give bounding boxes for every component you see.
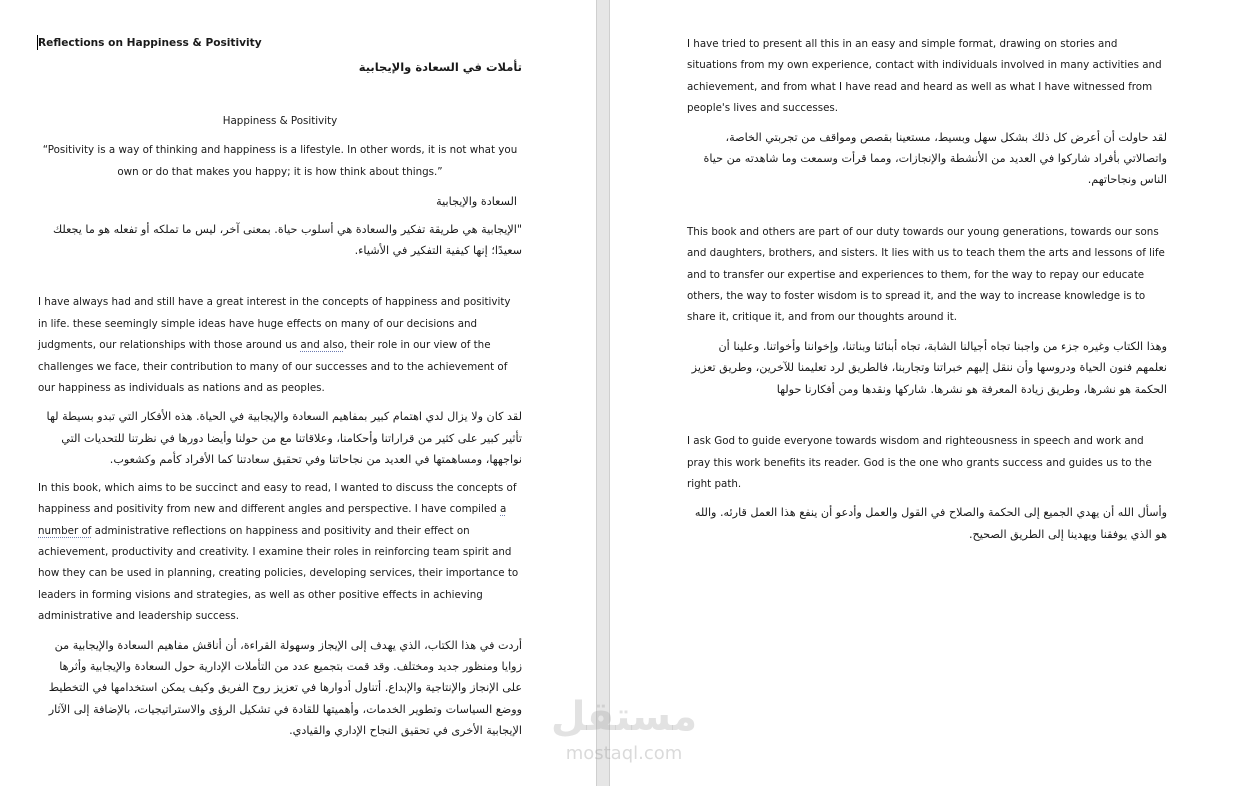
paragraph-3-ar: لقد حاولت أن أعرض كل ذلك بشكل سهل وبسيط، مستعينا بقصص ومواقف من تجربتي الخاصة، واتصالاتي بأفراد شاركوا في العديد من الأنشطة والإنجازات، ومما قرأت وسمعت وما شاهدته من حياة الناس ونجاحاتهم.: [703, 130, 1167, 187]
section-heading-ar: السعادة والإيجابية: [436, 195, 517, 209]
document-page-right[interactable]: [610, 0, 1246, 786]
document-title-en-text: Reflections on Happiness & Positivity: [38, 37, 262, 49]
paragraph-2-en-text-end: administrative reflections on happiness and positivity and their effect on achievement, productivity and creativity. I examine their roles in reinforcing team spirit and how they can be used in planning, creating policies, developing services, their importance to leaders in forming visions and strategies, as well as other positive effects in achieving administrative and leadership success.: [38, 524, 519, 623]
paragraph-3-en: I have tried to present all this in an easy and simple format, drawing on stories and situations from my own experience, contact with individuals involved in many activities and achievement, and from what I have read and heard as well as what I have witnessed from people's lives and successes.: [687, 38, 1162, 115]
page-gutter: [596, 0, 610, 786]
page-left-content: [38, 34, 522, 742]
quote-ar: "الإيجابية هي طريقة تفكير والسعادة هي أسلوب حياة. بمعنى آخر، ليس ما تملكه أو تفعله هو ما يجعلك سعيدًا؛ إنها كيفية التفكير في الأشياء.: [52, 222, 522, 258]
document-title-ar: تأملات في السعادة والإيجابية: [358, 60, 522, 74]
watermark-brand-en: mostaql.com: [565, 743, 683, 764]
paragraph-4-en: This book and others are part of our duty towards our young generations, towards our sons and daughters, brothers, and sisters. It lies with us to teach them the arts and lessons of life and to transfer our expertise and experiences to them, for the way to repay our educate others, the way to foster wisdom is to spread it, and the way to increase knowledge is to share it, critique it, and from our thoughts around it.: [687, 225, 1165, 324]
paragraph-2-ar: أردت في هذا الكتاب، الذي يهدف إلى الإيجاز وسهولة القراءة، أن أناقش مفاهيم السعادة والإيجابية من زوايا ومنظور جديد ومختلف. وقد قمت بتجميع عدد من التأملات الإدارية حول السعادة والإيجابية وأثرها على الإنجاز والإنتاجية والإبداع. أتناول أدوارها في تعزيز روح الفريق وكيف يمكن استخدامها في التخطيط ووضع السياسات وتطوير الخدمات، وأهميتها للقادة في تشكيل الرؤى والاستراتيجيات، بالإضافة إلى الآثار الإيجابية الأخرى في تحقيق النجاح الإداري والقيادي.: [48, 638, 522, 738]
text-cursor: [37, 35, 38, 50]
section-heading-en: Happiness & Positivity: [222, 115, 338, 127]
watermark-brand-ar: مستقل: [550, 694, 698, 740]
paragraph-5-en: I ask God to guide everyone towards wisdom and righteousness in speech and work and pray this work benefits its reader. God is the one who grants success and guides us to the right path.: [687, 435, 1152, 490]
paragraph-2-en: [38, 478, 522, 628]
page-right-content: [687, 34, 1167, 545]
paragraph-1-en-text-end: , their role in our view of the challenges we face, their contribution to many of our successes and to the achievement of our happiness as individuals as nations and as peoples.: [38, 339, 508, 395]
paragraph-2-en-text-start: In this book, which aims to be succinct and easy to read, I wanted to discuss the concepts of happiness and positivity from new and different angles and perspective. I have compiled: [38, 481, 517, 516]
proofing-marked-phrase[interactable]: and also: [300, 339, 344, 352]
paragraph-1-ar: لقد كان ولا يزال لدي اهتمام كبير بمفاهيم السعادة والإيجابية في الحياة. هذه الأفكار التي تبدو بسيطة لها تأثير كبير على كثير من قراراتنا وأحكامنا، وعلاقاتنا مع من حولنا وأيضا دورها في نظرتنا للتحديات التي نواجهها، ومساهمتها في العديد من نجاحاتنا وفي تحقيق سعادتنا كما الأفراد كأمم وكشعوب.: [46, 410, 522, 467]
paragraph-5-ar: وأسأل الله أن يهدي الجميع إلى الحكمة والصلاح في القول والعمل وأدعو أن ينفع هذا العمل قارئه. والله هو الذي يوفقنا ويهدينا إلى الطريق الصحيح.: [694, 506, 1167, 541]
quote-en: “Positivity is a way of thinking and happiness is a lifestyle. In other words, it is not what you own or do that makes you happy; it is how think about things.”: [42, 144, 518, 178]
document-page-left[interactable]: [0, 0, 596, 786]
paragraph-1-en-text-start: I have always had and still have a great interest in the concepts of happiness and positivity in life. these seemingly simple ideas have huge effects on many of our decisions and judgments, our relationships with those around us: [38, 296, 511, 352]
paragraph-4-ar: وهذا الكتاب وغيره جزء من واجبنا تجاه أجيالنا الشابة، تجاه أبنائنا وبناتنا، وإخواننا وأخواتنا. وعلينا أن نعلمهم فنون الحياة ودروسها وأن ننقل إليهم خبراتنا وتجاربنا، فالطريق لرد تعليمنا للآخرين، وطريق تعزيز الحكمة هو نشرها، وطريق زيادة المعرفة هو نشرها. شاركها ونقدها ومن أفكارنا حولها: [691, 339, 1167, 396]
paragraph-1-en: [38, 292, 522, 399]
document-title-en: [38, 34, 522, 52]
proofing-marked-phrase[interactable]: a number of: [38, 503, 507, 537]
